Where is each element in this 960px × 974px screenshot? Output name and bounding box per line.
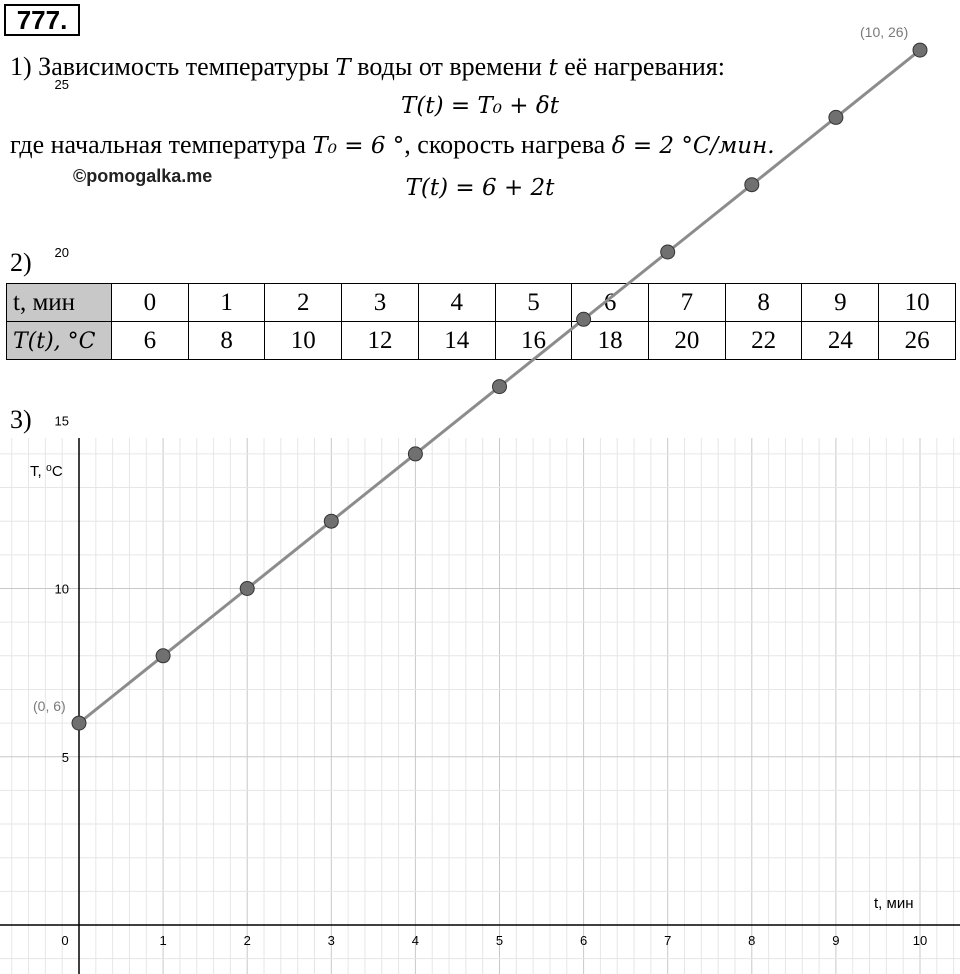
t-cell: 4 (418, 284, 495, 322)
x-tick-label: 2 (243, 933, 251, 948)
row-header-t: t, мин (7, 284, 112, 322)
t-cell: 3 (342, 284, 419, 322)
part2-label: 2) (10, 248, 32, 277)
part3-label: 3) (10, 405, 32, 434)
T-cell: 22 (725, 322, 802, 360)
where-heating-rate: δ = 2 °C/мин. (611, 133, 775, 159)
table-row-t (7, 284, 956, 322)
t-cell: 7 (649, 284, 726, 322)
data-point (745, 178, 759, 192)
formula-general (0, 90, 960, 121)
formula-specific (0, 172, 960, 203)
data-point (408, 447, 422, 461)
point-annotation: (10, 26) (860, 24, 909, 41)
formula-specific-text: T(t) = 6 + 2t (405, 175, 555, 201)
watermark: ©pomogalka.me (73, 166, 213, 186)
data-point (577, 312, 591, 326)
T-cell: 18 (572, 322, 649, 360)
intro-text: Зависимость температуры (38, 52, 329, 81)
t-cell: 2 (265, 284, 342, 322)
T-cell: 24 (802, 322, 879, 360)
intro-var-T: T (335, 55, 351, 81)
t-cell: 0 (112, 284, 189, 322)
intro-mid: воды от времени (357, 52, 542, 81)
part1-label: 1) (10, 52, 32, 81)
y-tick-label: 5 (61, 749, 69, 765)
chart-axes (0, 77, 960, 974)
intro-var-t: t (548, 55, 558, 81)
T-cell: 12 (342, 322, 419, 360)
x-axis-label: t, мин (874, 895, 914, 912)
T-cell: 10 (265, 322, 342, 360)
t-cell: 5 (495, 284, 572, 322)
data-point (661, 245, 675, 259)
T-cell: 20 (649, 322, 726, 360)
y-axis-label: T, ⁰C (30, 463, 63, 480)
x-tick-label: 4 (411, 933, 420, 948)
x-tick-label: 10 (912, 933, 928, 948)
data-point (156, 649, 170, 663)
problem-number: 777. (4, 4, 80, 36)
T-cell: 16 (495, 322, 572, 360)
t-cell: 10 (879, 284, 956, 322)
y-tick-label: 25 (54, 76, 69, 92)
point-annotation: (0, 6) (33, 698, 66, 715)
intro-end: её нагревания: (564, 52, 725, 81)
y-tick-label: 20 (54, 245, 69, 260)
x-tick-label: 7 (664, 933, 672, 948)
T-cell: 14 (418, 322, 495, 360)
where-text-a: где начальная температура (10, 130, 306, 159)
formula-general-text: T(t) = T₀ + δt (401, 93, 559, 119)
data-point (72, 716, 86, 730)
values-table (6, 283, 956, 360)
T-cell: 8 (188, 322, 265, 360)
chart-grid (0, 438, 960, 974)
x-tick-label: 6 (579, 933, 588, 948)
x-tick-label: 8 (748, 933, 756, 948)
part1-intro-line (10, 52, 725, 83)
data-point (240, 582, 254, 596)
t-cell: 8 (725, 284, 802, 322)
t-cell: 9 (802, 284, 879, 322)
row-header-T (7, 322, 112, 360)
y-tick-label: 10 (54, 581, 69, 597)
data-point (324, 514, 338, 528)
T-cell: 26 (879, 322, 956, 360)
data-point (829, 110, 843, 124)
t-cell: 6 (572, 284, 649, 322)
x-tick-label: 0 (61, 933, 69, 948)
where-initial-temp: T₀ = 6 ° (312, 133, 405, 159)
x-tick-label: 9 (832, 933, 840, 948)
where-line (10, 130, 775, 161)
data-point (913, 43, 927, 57)
where-text-c: , скорость нагрева (404, 130, 606, 159)
y-tick-label: 15 (54, 413, 69, 429)
x-tick-label: 1 (159, 933, 167, 948)
t-cell: 1 (188, 284, 265, 322)
data-point (493, 380, 507, 394)
row-header-T-text: T(t), °C (13, 328, 96, 354)
table-row-T (7, 322, 956, 360)
x-tick-label: 5 (495, 933, 504, 948)
x-tick-label: 3 (327, 933, 335, 948)
T-cell: 6 (112, 322, 189, 360)
